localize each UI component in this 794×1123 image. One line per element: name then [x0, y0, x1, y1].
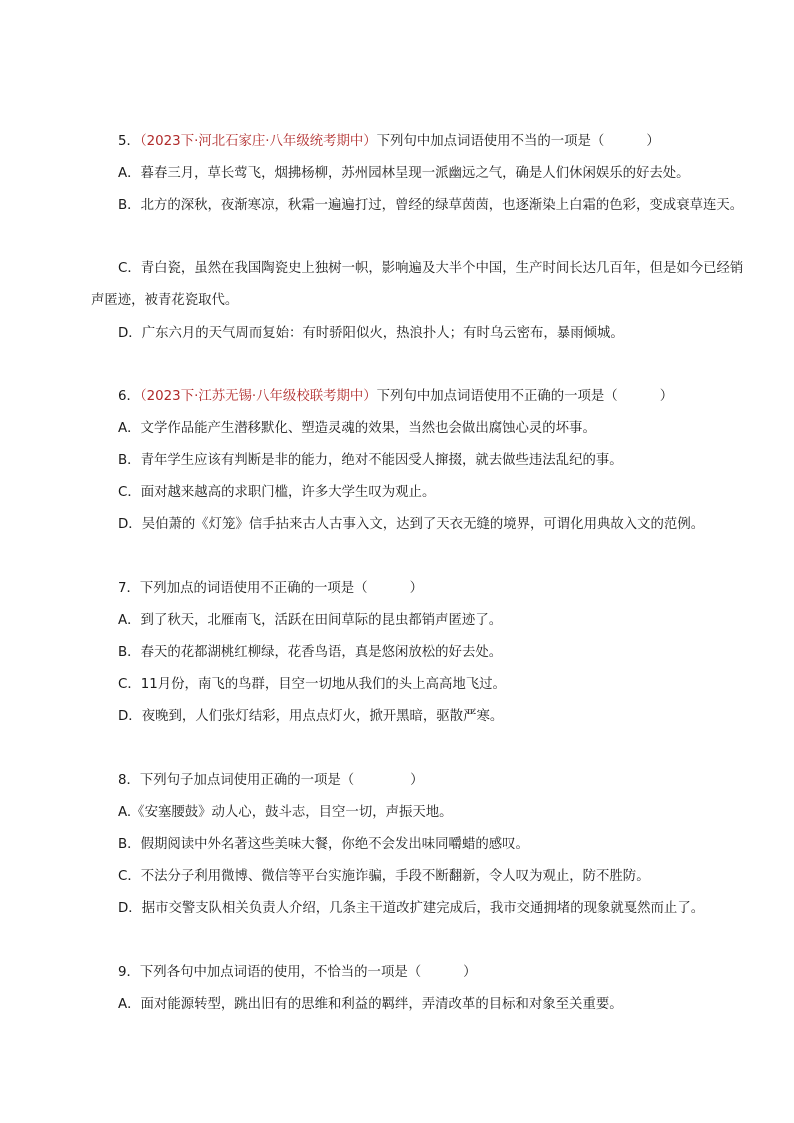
question-9-stem [118, 957, 754, 989]
question-6-option-c: C．面对越来越高的求职门槛，许多大学生叹为观止。 [118, 485, 436, 500]
question-close: ） [646, 134, 660, 149]
question-6-stem [118, 381, 754, 413]
question-close: ） [410, 773, 424, 788]
question-5-option-a: A．暮春三月，草长莺飞，烟拂杨柳，苏州园林呈现一派幽远之气，确是人们休闲娱乐的好去处。 [118, 166, 690, 181]
question-source: （2023下·江苏无锡·八年级校联考期中） [139, 389, 377, 404]
question-7-option-c: C．11月份，南飞的鸟群，目空一切地从我们的头上高高地飞过。 [118, 677, 506, 692]
question-8-stem [118, 765, 754, 797]
question-number: 6． [118, 389, 140, 404]
question-source: （2023下·河北石家庄·八年级统考期中） [139, 134, 377, 149]
question-text: 下列句子加点词使用正确的一项是（ [139, 773, 355, 788]
question-close: ） [409, 581, 423, 596]
question-number: 9． [118, 965, 140, 980]
question-5-option-d: D．广东六月的天气周而复始：有时骄阳似火，热浪扑人；有时乌云密布，暴雨倾城。 [118, 326, 624, 341]
question-number: 8． [118, 773, 140, 788]
question-6-option-a: A．文学作品能产生潜移默化、塑造灵魂的效果，当然也会做出腐蚀心灵的坏事。 [118, 421, 596, 436]
question-6-option-d: D．吴伯萧的《灯笼》信手拈来古人古事入文，达到了天衣无缝的境界，可谓化用典故入文的范例。 [118, 517, 705, 532]
question-text: 下列各句中加点词语的使用，不恰当的一项是（ [139, 965, 422, 980]
question-8-option-b: B．假期阅读中外名著这些美味大餐，你绝不会发出味同嚼蜡的感叹。 [118, 837, 529, 852]
question-text: 下列句中加点词语使用不正确的一项是（ [376, 389, 618, 404]
question-close: ） [463, 965, 477, 980]
question-text: 下列句中加点词语使用不当的一项是（ [376, 134, 605, 149]
question-6-option-b: B．青年学生应该有判断是非的能力，绝对不能因受人撺掇，就去做些违法乱纪的事。 [118, 453, 623, 468]
question-7-option-b: B．春天的花都湖桃红柳绿，花香鸟语，真是悠闲放松的好去处。 [118, 645, 503, 660]
question-8-option-d: D．据市交警支队相关负责人介绍，几条主干道改扩建完成后，我市交通拥堵的现象就戛然而止了。 [118, 901, 705, 916]
question-5-option-c: C．青白瓷，虽然在我国陶瓷史上独树一帜，影响遍及大半个中国，生产时间长达几百年，但是如今已经销声匿迹，被青花瓷取代。 [91, 261, 744, 308]
question-8-option-a: A.《安塞腰鼓》动人心，鼓斗志，目空一切，声振天地。 [118, 805, 453, 820]
question-7-option-d: D．夜晚到，人们张灯结彩，用点点灯火，掀开黑暗，驱散严寒。 [118, 709, 504, 724]
question-text: 下列加点的词语使用不正确的一项是（ [139, 581, 368, 596]
question-8-option-c: C．不法分子利用微博、微信等平台实施诈骗，手段不断翻新，令人叹为观止，防不胜防。 [118, 869, 650, 884]
question-5-option-b: B．北方的深秋，夜渐寒凉，秋霜一遍遍打过，曾经的绿草茵茵，也逐渐染上白霜的色彩，变成衰草连天。 [118, 198, 744, 213]
question-close: ） [659, 389, 674, 404]
question-number: 7． [118, 581, 140, 596]
question-7-stem [118, 573, 754, 605]
question-7-option-a: A．到了秋天，北雁南飞，活跃在田间草际的昆虫都销声匿迹了。 [118, 613, 503, 628]
question-9-option-a: A．面对能源转型，跳出旧有的思维和利益的羁绊，弄清改革的目标和对象至关重要。 [118, 997, 623, 1012]
question-number: 5． [118, 134, 140, 149]
question-5-stem [118, 126, 754, 158]
